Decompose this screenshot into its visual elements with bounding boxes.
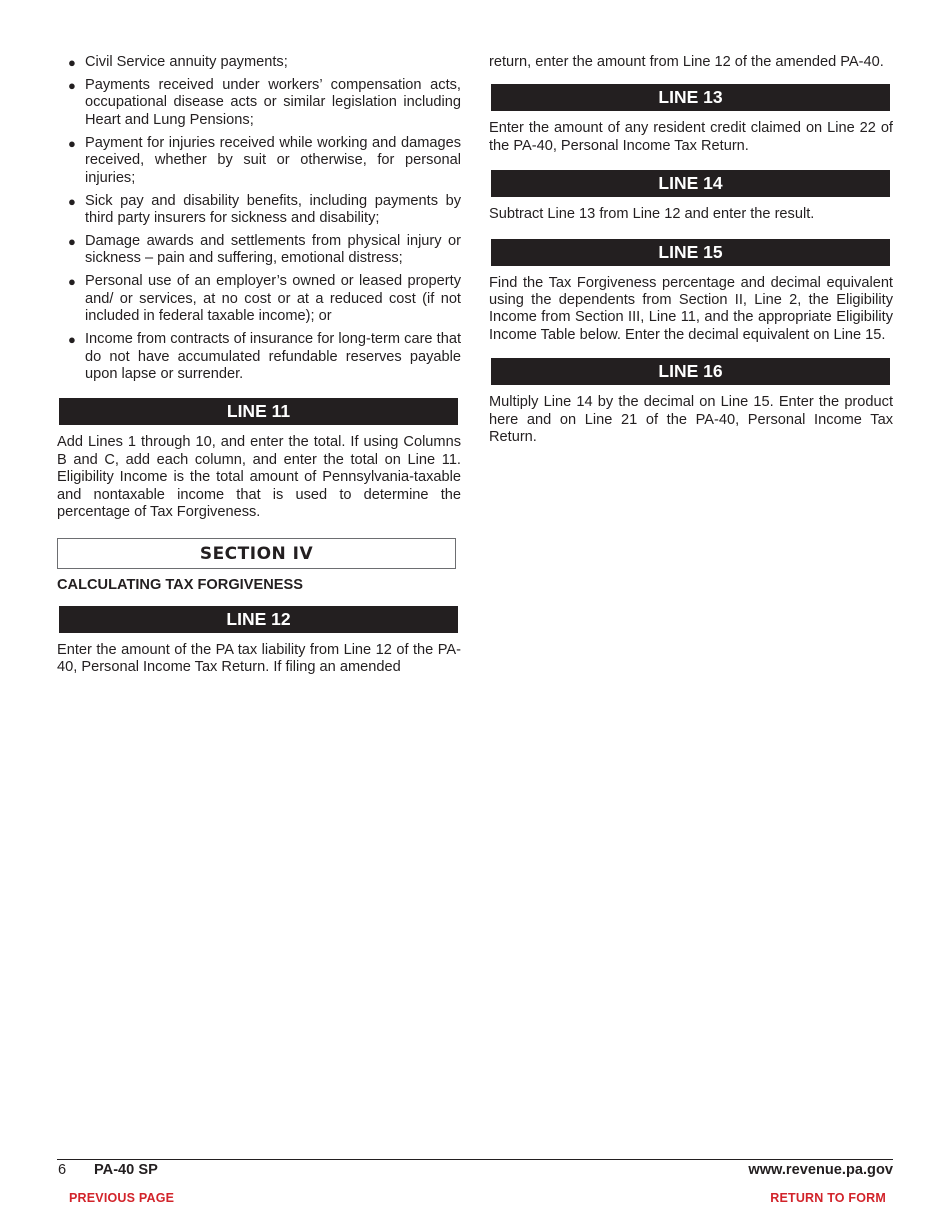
bullet-icon: ● <box>68 193 76 209</box>
section-iv-subheading: CALCULATING TAX FORGIVENESS <box>57 576 303 593</box>
list-item <box>57 54 461 71</box>
line-12-continuation-text: return, enter the amount from Line 12 of the amended PA-40. <box>489 54 884 70</box>
line-12-heading: LINE 12 <box>59 606 458 633</box>
section-iv-heading: SECTION IV <box>57 538 456 569</box>
list-item <box>57 331 461 383</box>
bullet-icon: ● <box>68 332 76 348</box>
website-url: www.revenue.pa.gov <box>748 1162 893 1178</box>
form-name: PA-40 SP <box>94 1162 158 1178</box>
bullet-icon: ● <box>68 234 76 250</box>
bullet-icon: ● <box>68 135 76 151</box>
previous-page-link[interactable]: PREVIOUS PAGE <box>69 1191 175 1205</box>
list-item-text: Civil Service annuity payments; <box>85 54 288 70</box>
line-11-text: Add Lines 1 through 10, and enter the total. If using Columns B and C, add each column, and enter the total on Line 11. Eligibility Income is the total amount of Pennsylvania-taxable and nontaxable income that is used to determine the percentage of Tax Forgiveness. <box>57 434 461 521</box>
list-item-text: Income from contracts of insurance for long-term care that do not have accumulated refundable reserves payable upon lapse or surrender. <box>85 331 461 383</box>
right-column <box>489 54 893 446</box>
page-number: 6 <box>58 1162 67 1178</box>
line-15-heading: LINE 15 <box>491 239 890 266</box>
list-item <box>57 77 461 129</box>
line-12-text: Enter the amount of the PA tax liability from Line 12 of the PA-40, Personal Income Tax Return. If filing an amended <box>57 641 461 675</box>
line-15-text: Find the Tax Forgiveness percentage and decimal equivalent using the dependents from Section II, Line 2, the Eligibility Income from Section III, Line 11, and the appropriate Eligibility Income Table below. Enter the decimal equivalent on Line 15. <box>489 274 893 343</box>
income-bullet-list <box>57 54 461 383</box>
return-to-form-link[interactable]: RETURN TO FORM <box>770 1191 886 1205</box>
list-item <box>57 193 461 228</box>
list-item-text: Damage awards and settlements from physical injury or sickness – pain and suffering, emotional distress; <box>85 233 461 267</box>
line-14-text: Subtract Line 13 from Line 12 and enter the result. <box>489 206 815 223</box>
line-13-heading: LINE 13 <box>491 84 890 111</box>
line-13-text: Enter the amount of any resident credit claimed on Line 22 of the PA-40, Personal Income Tax Return. <box>489 120 893 154</box>
list-item <box>57 233 461 268</box>
list-item-text: Payment for injuries received while working and damages received, whether by suit or otherwise, for personal injuries; <box>85 134 461 186</box>
list-item-text: Personal use of an employer’s owned or leased property and/ or services, at no cost or at a reduced cost (if not included in federal taxable income); or <box>85 273 461 325</box>
list-item-text: Sick pay and disability benefits, including payments by third party insurers for sickness and disability; <box>85 192 461 227</box>
line-14-heading: LINE 14 <box>491 170 890 197</box>
list-item <box>57 135 461 187</box>
line-16-heading: LINE 16 <box>491 358 890 385</box>
line-11-heading: LINE 11 <box>59 398 458 425</box>
bullet-icon: ● <box>68 274 76 290</box>
footer-divider <box>57 1159 893 1160</box>
line-16-text: Multiply Line 14 by the decimal on Line 15. Enter the product here and on Line 21 of the PA-40, Personal Income Tax Return. <box>489 394 893 446</box>
left-column <box>57 54 461 676</box>
bullet-icon: ● <box>68 55 76 70</box>
list-item-text: Payments received under workers’ compensation acts, occupational disease acts or similar legislation including Heart and Lung Pensions; <box>85 77 461 128</box>
list-item <box>57 273 461 325</box>
bullet-icon: ● <box>68 78 76 93</box>
